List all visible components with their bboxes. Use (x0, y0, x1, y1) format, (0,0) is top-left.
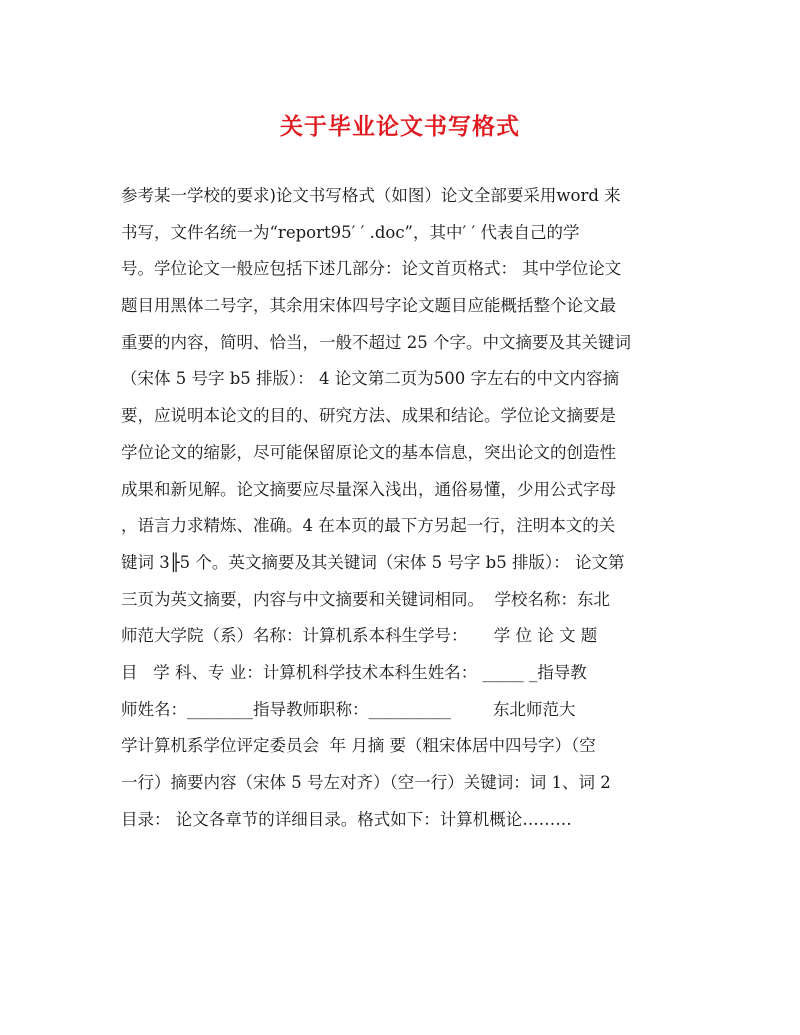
body-line-3: 号。学位论文一般应包括下述几部分：论文首页格式： 其中学位论文 (121, 259, 622, 279)
body-line-16: 学计算机系学位评定委员会 年 月摘 要（粗宋体居中四号字）（空 (121, 736, 596, 756)
body-line-5: 重要的内容，简明、恰当，一般不超过 25 个字。中文摘要及其关键词 (121, 332, 631, 352)
body-line-8: 学位论文的缩影，尽可能保留原论文的基本信息，突出论文的创造性 (121, 442, 616, 462)
body-line-10: ，语言力求精炼、准确。4 在本页的最下方另起一行，注明本文的关 (121, 516, 616, 536)
body-line-2: 书写，文件名统一为“report95′ ′ .doc”，其中′ ′ 代表自己的学 (121, 222, 580, 242)
body-line-4: 题目用黑体二号字，其余用宋体四号字论文题目应能概括整个论文最 (121, 296, 616, 316)
body-line-9: 成果和新见解。论文摘要应尽量深入浅出，通俗易懂，少用公式字母 (121, 479, 616, 499)
body-line-18: 目录： 论文各章节的详细目录。格式如下：计算机概论……… (121, 809, 572, 829)
body-line-11: 键词 3╟5 个。英文摘要及其关键词（宋体 5 号字 b5 排版）： 论文第 (121, 552, 625, 572)
body-line-6: （宋体 5 号字 b5 排版）： 4 论文第二页为500 字左右的中文内容摘 (121, 369, 620, 389)
body-line-13: 师范大学院（系）名称：计算机系本科生学号： 学 位 论 文 题 (121, 626, 598, 646)
body-line-14: 目 学 科、专 业：计算机科学技术本科生姓名： _____ _指导教 (121, 662, 587, 682)
body-line-1: 参考某一学校的要求)论文书写格式（如图）论文全部要采用word 来 (121, 186, 621, 205)
body-line-12: 三页为英文摘要，内容与中文摘要和关键词相同。 学校名称：东北 (121, 589, 610, 609)
document-title: 关于毕业论文书写格式 (280, 113, 520, 140)
body-line-15: 师姓名：________指导教师职称：__________ 东北师范大 (121, 699, 576, 719)
document-body (121, 178, 681, 838)
body-line-17: 一行）摘要内容（宋体 5 号左对齐）（空一行）关键词：词 1、词 2 (121, 773, 611, 792)
body-line-7: 要，应说明本论文的目的、研究方法、成果和结论。学位论文摘要是 (121, 406, 616, 426)
